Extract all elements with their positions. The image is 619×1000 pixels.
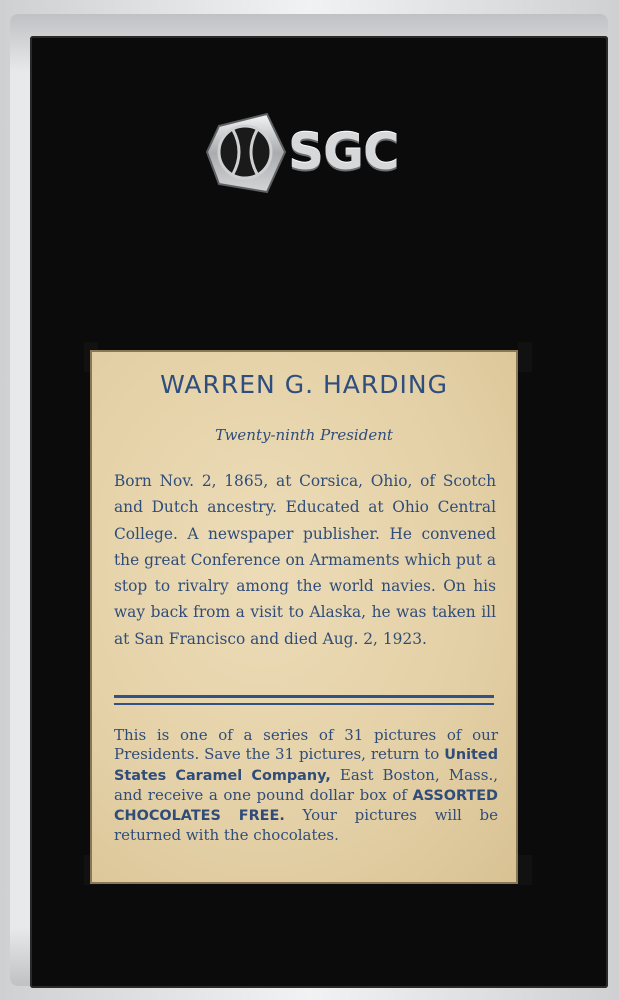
promo-company: United States Caramel Company, <box>114 747 498 784</box>
divider-rule-bottom <box>114 703 494 705</box>
divider-rule-top <box>114 695 494 698</box>
promo-part-1: This is one of a series of 31 pictures of our Presidents. Save the 31 pictures, return to <box>114 726 498 764</box>
card-subtitle: Twenty-ninth President <box>215 426 393 444</box>
promo-text <box>114 726 498 846</box>
card-clip-bottom-right <box>518 855 532 885</box>
promo-part-3: Your pictures will be returned with the chocolates. <box>114 806 498 845</box>
sgc-logo-text: SGC <box>288 123 399 181</box>
card-clip-top-right <box>518 342 532 372</box>
promo-part-2: East Boston, Mass., and receive a one pound dollar box of <box>114 765 498 804</box>
trading-card-back <box>92 352 516 882</box>
card-title: WARREN G. HARDING <box>160 370 448 399</box>
promo-product: ASSORTED CHOCOLATES FREE. <box>114 787 498 825</box>
biography-text: Born Nov. 2, 1865, at Corsica, Ohio, of Scotch and Dutch ancestry. Educated at Ohio Central College. A newspaper publisher. He convened the great Conference on Armaments which put a stop to rivalry among the world navies. On his way back from a visit to Alaska, he was taken ill at San Francisco and died Aug. 2, 1923. <box>114 472 496 648</box>
